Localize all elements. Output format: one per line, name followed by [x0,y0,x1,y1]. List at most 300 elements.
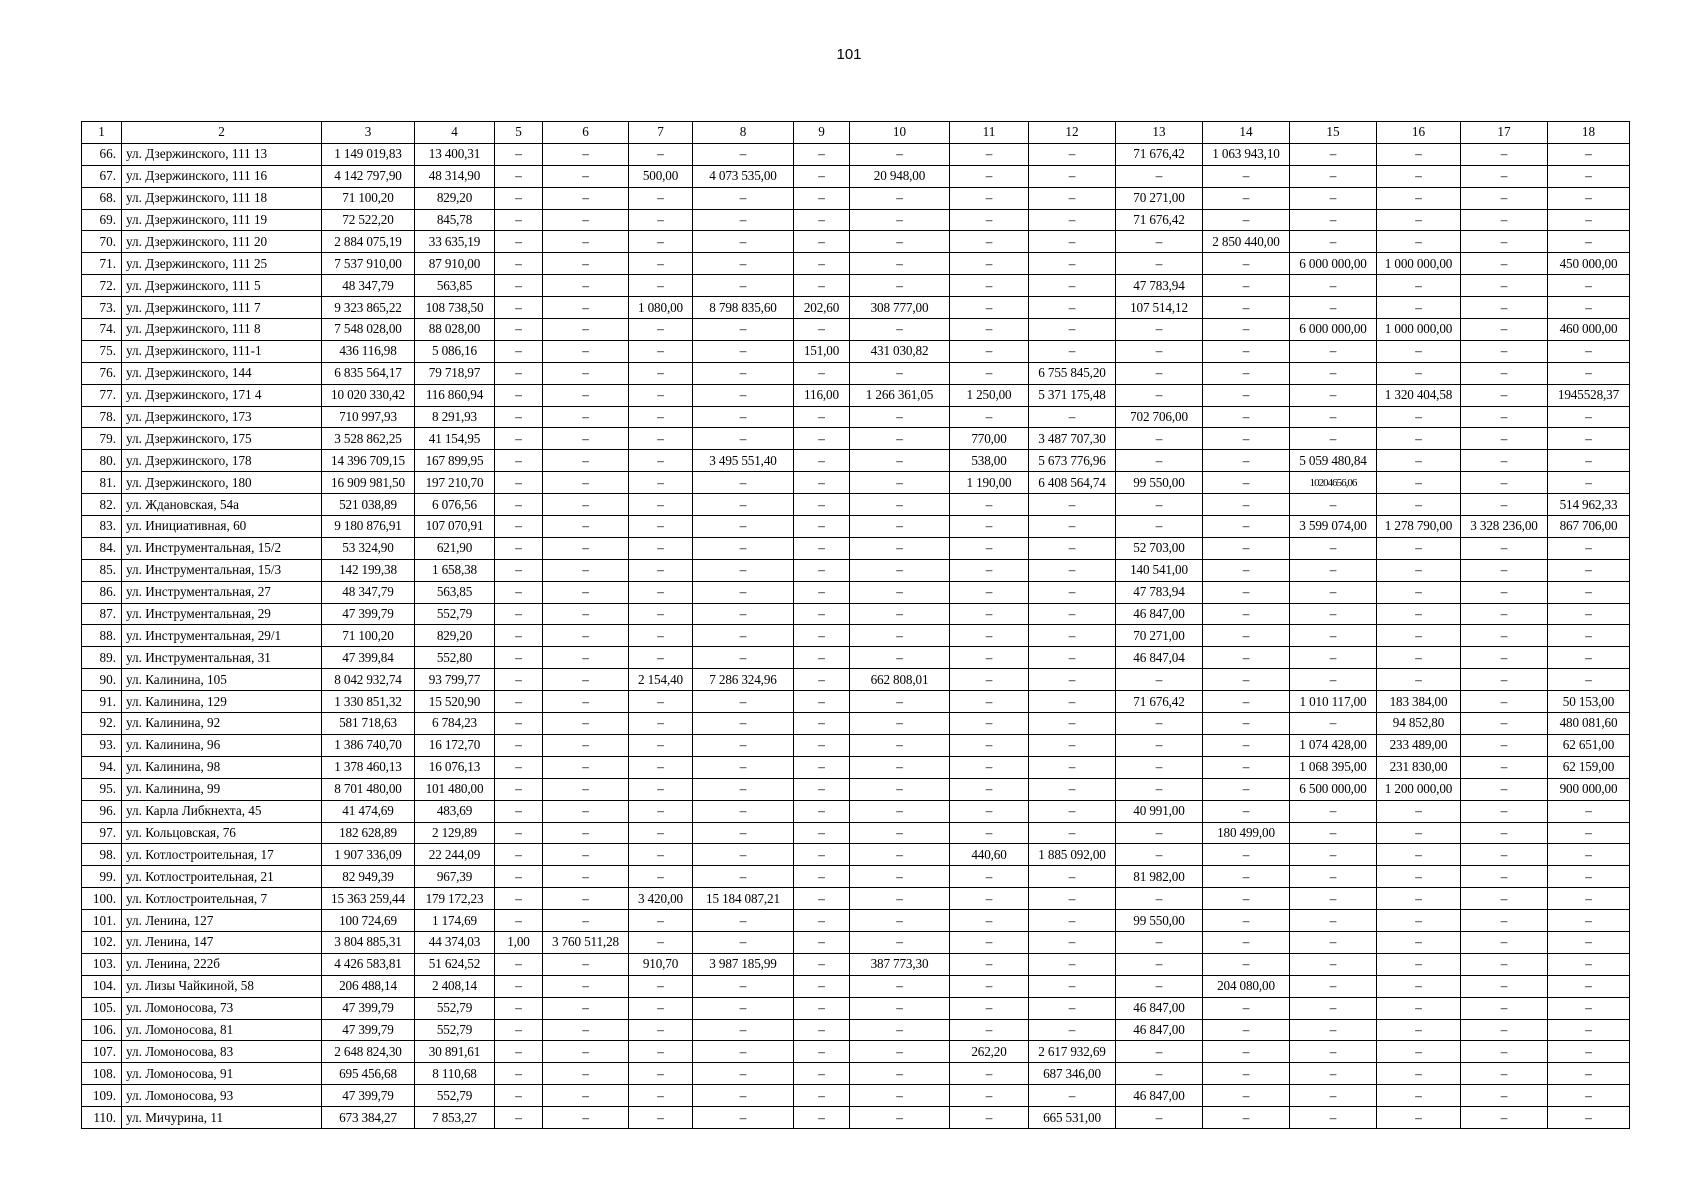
value-cell: 40 991,00 [1116,800,1203,822]
value-cell: 71 676,42 [1116,209,1203,231]
value-cell: – [495,1107,543,1129]
value-cell: 52 703,00 [1116,537,1203,559]
value-cell: – [950,647,1029,669]
value-cell: – [850,581,950,603]
value-cell: 450 000,00 [1548,253,1630,275]
value-cell: – [850,713,950,735]
value-cell: – [543,559,629,581]
value-cell: – [495,713,543,735]
value-cell: – [629,406,693,428]
value-cell: – [1290,975,1377,997]
value-cell: – [794,647,850,669]
value-cell: 100 724,69 [322,910,415,932]
value-cell: – [794,888,850,910]
value-cell: – [543,625,629,647]
value-cell: – [1377,866,1461,888]
value-cell: – [1116,844,1203,866]
address-cell: ул. Котлостроительная, 21 [122,866,322,888]
value-cell: – [1461,450,1548,472]
value-cell: – [629,734,693,756]
value-cell: – [794,1063,850,1085]
value-cell: – [950,822,1029,844]
value-cell: – [1461,1063,1548,1085]
column-header: 11 [950,122,1029,144]
value-cell: 1 200 000,00 [1377,778,1461,800]
value-cell: 4 073 535,00 [693,165,794,187]
table-row [82,209,1630,231]
page-number: 101 [836,46,862,63]
row-number: 93. [82,734,122,756]
value-cell: – [1116,384,1203,406]
value-cell: – [1290,625,1377,647]
value-cell: – [1377,231,1461,253]
value-cell: – [1116,975,1203,997]
address-cell: ул. Дзержинского, 144 [122,362,322,384]
value-cell: 71 100,20 [322,187,415,209]
value-cell: 308 777,00 [850,297,950,319]
value-cell: – [950,997,1029,1019]
value-cell: – [629,691,693,713]
value-cell: – [1290,406,1377,428]
value-cell: – [850,537,950,559]
value-cell: – [495,625,543,647]
value-cell: – [1203,713,1290,735]
column-header: 10 [850,122,950,144]
value-cell: – [495,231,543,253]
value-cell: – [693,1019,794,1041]
value-cell: – [1290,362,1377,384]
value-cell: 93 799,77 [415,669,495,691]
column-header: 5 [495,122,543,144]
value-cell: – [794,691,850,713]
table-row [82,1019,1630,1041]
value-cell: – [1203,1041,1290,1063]
value-cell: 8 042 932,74 [322,669,415,691]
value-cell: – [794,1019,850,1041]
value-cell: 867 706,00 [1548,516,1630,538]
value-cell: – [850,866,950,888]
value-cell: – [1203,1085,1290,1107]
value-cell: – [1461,603,1548,625]
value-cell: – [1461,713,1548,735]
value-cell: – [1029,231,1116,253]
value-cell: – [495,187,543,209]
value-cell: – [495,1085,543,1107]
value-cell: 107 070,91 [415,516,495,538]
value-cell: – [1203,997,1290,1019]
value-cell: 552,80 [415,647,495,669]
value-cell: – [850,143,950,165]
value-cell: 71 676,42 [1116,143,1203,165]
value-cell: – [629,1041,693,1063]
value-cell: – [629,581,693,603]
address-cell: ул. Калинина, 105 [122,669,322,691]
value-cell: – [629,384,693,406]
value-cell: – [1203,734,1290,756]
value-cell: 13 400,31 [415,143,495,165]
value-cell: – [1029,297,1116,319]
value-cell: – [1116,516,1203,538]
value-cell: – [693,975,794,997]
value-cell: – [1203,340,1290,362]
value-cell: 695 456,68 [322,1063,415,1085]
value-cell: – [495,275,543,297]
value-cell: – [1290,997,1377,1019]
value-cell: – [1461,384,1548,406]
value-cell: – [1461,822,1548,844]
value-cell: – [794,231,850,253]
value-cell: 1 068 395,00 [1290,756,1377,778]
value-cell: – [543,319,629,341]
value-cell: – [1377,297,1461,319]
value-cell: – [693,866,794,888]
value-cell: – [1461,165,1548,187]
column-header: 18 [1548,122,1630,144]
column-header: 4 [415,122,495,144]
value-cell: – [950,669,1029,691]
value-cell: – [850,516,950,538]
value-cell: – [629,647,693,669]
value-cell: 79 718,97 [415,362,495,384]
value-cell: – [1377,931,1461,953]
value-cell: – [1203,428,1290,450]
value-cell: – [495,800,543,822]
value-cell: – [1290,187,1377,209]
value-cell: – [850,187,950,209]
value-cell: 6 500 000,00 [1290,778,1377,800]
value-cell: – [1548,1019,1630,1041]
value-cell: – [543,669,629,691]
address-cell: ул. Ломоносова, 73 [122,997,322,1019]
value-cell: – [950,800,1029,822]
value-cell: – [629,822,693,844]
value-cell: 82 949,39 [322,866,415,888]
value-cell: – [1203,1063,1290,1085]
value-cell: 702 706,00 [1116,406,1203,428]
value-cell: 262,20 [950,1041,1029,1063]
value-cell: – [794,516,850,538]
value-cell: – [1290,559,1377,581]
value-cell: – [950,1085,1029,1107]
value-cell: – [794,625,850,647]
value-cell: – [794,450,850,472]
value-cell: – [1461,800,1548,822]
address-cell: ул. Дзержинского, 111 20 [122,231,322,253]
value-cell: – [1461,494,1548,516]
value-cell: – [794,1085,850,1107]
value-cell: – [1461,143,1548,165]
value-cell: – [1548,975,1630,997]
table-row [82,428,1630,450]
value-cell: – [950,494,1029,516]
table-row [82,231,1630,253]
value-cell: 3 599 074,00 [1290,516,1377,538]
value-cell: – [1029,910,1116,932]
row-number: 80. [82,450,122,472]
value-cell: – [794,559,850,581]
value-cell: – [850,450,950,472]
value-cell: 22 244,09 [415,844,495,866]
value-cell: – [1377,428,1461,450]
value-cell: – [1290,494,1377,516]
value-cell: – [1548,275,1630,297]
value-cell: – [850,253,950,275]
value-cell: – [1029,822,1116,844]
value-cell: – [495,866,543,888]
value-cell: – [629,340,693,362]
value-cell: – [1548,362,1630,384]
value-cell: – [543,713,629,735]
value-cell: 231 830,00 [1377,756,1461,778]
row-number: 106. [82,1019,122,1041]
value-cell: – [1203,647,1290,669]
value-cell: – [1548,143,1630,165]
value-cell: 48 347,79 [322,275,415,297]
value-cell: – [1377,1107,1461,1129]
value-cell: 88 028,00 [415,319,495,341]
value-cell: 662 808,01 [850,669,950,691]
value-cell: – [850,275,950,297]
value-cell: – [950,603,1029,625]
row-number: 70. [82,231,122,253]
value-cell: – [629,800,693,822]
value-cell: – [495,1041,543,1063]
table-row [82,581,1630,603]
value-cell: – [693,428,794,450]
value-cell: – [543,494,629,516]
value-cell: – [1203,559,1290,581]
value-cell: – [693,494,794,516]
table-row [82,1107,1630,1129]
value-cell: – [1029,691,1116,713]
value-cell: – [1116,165,1203,187]
value-cell: – [794,406,850,428]
address-cell: ул. Калинина, 98 [122,756,322,778]
value-cell: 6 000 000,00 [1290,253,1377,275]
value-cell: – [1461,1019,1548,1041]
value-cell: 1 063 943,10 [1203,143,1290,165]
value-cell: – [1377,1085,1461,1107]
value-cell: – [1461,362,1548,384]
value-cell: 47 399,79 [322,1085,415,1107]
value-cell: 202,60 [794,297,850,319]
value-cell: – [1029,406,1116,428]
value-cell: – [1290,428,1377,450]
value-cell: – [1116,340,1203,362]
value-cell: 5 371 175,48 [1029,384,1116,406]
value-cell: – [495,888,543,910]
value-cell: 665 531,00 [1029,1107,1116,1129]
address-cell: ул. Дзержинского, 171 4 [122,384,322,406]
value-cell: – [1203,319,1290,341]
value-cell: – [693,143,794,165]
row-number: 109. [82,1085,122,1107]
value-cell: – [794,494,850,516]
value-cell: 15 520,90 [415,691,495,713]
value-cell: – [1116,362,1203,384]
row-number: 97. [82,822,122,844]
value-cell: – [1116,450,1203,472]
value-cell: – [1203,800,1290,822]
value-cell: 108 738,50 [415,297,495,319]
row-number: 86. [82,581,122,603]
value-cell: – [1290,910,1377,932]
value-cell: 6 000 000,00 [1290,319,1377,341]
value-cell: – [495,450,543,472]
value-cell: – [543,187,629,209]
value-cell: – [495,734,543,756]
value-cell: – [794,1041,850,1063]
row-number: 67. [82,165,122,187]
value-cell: 47 399,79 [322,997,415,1019]
column-header: 13 [1116,122,1203,144]
column-header: 12 [1029,122,1116,144]
value-cell: – [1548,1063,1630,1085]
row-number: 105. [82,997,122,1019]
value-cell: – [1116,931,1203,953]
value-cell: – [543,953,629,975]
value-cell: – [1461,428,1548,450]
row-number: 69. [82,209,122,231]
value-cell: – [495,778,543,800]
value-cell: 1 190,00 [950,472,1029,494]
value-cell: – [1029,669,1116,691]
value-cell: – [693,362,794,384]
value-cell: – [850,603,950,625]
value-cell: – [1203,472,1290,494]
value-cell: – [495,756,543,778]
value-cell: – [693,1107,794,1129]
value-cell: – [950,559,1029,581]
table-row [82,647,1630,669]
address-cell: ул. Калинина, 92 [122,713,322,735]
address-cell: ул. Ломоносова, 93 [122,1085,322,1107]
value-cell: – [495,384,543,406]
value-cell: – [794,253,850,275]
value-cell: 44 374,03 [415,931,495,953]
row-number: 89. [82,647,122,669]
value-cell: – [1548,559,1630,581]
value-cell: – [1377,844,1461,866]
value-cell: – [495,822,543,844]
value-cell: – [543,472,629,494]
value-cell: 521 038,89 [322,494,415,516]
value-cell: – [1377,975,1461,997]
value-cell: 552,79 [415,603,495,625]
address-cell: ул. Дзержинского, 111 7 [122,297,322,319]
value-cell: – [950,362,1029,384]
value-cell: – [495,1019,543,1041]
value-cell: – [1203,931,1290,953]
table-row [82,822,1630,844]
value-cell: – [1548,581,1630,603]
value-cell: – [693,187,794,209]
value-cell: – [629,997,693,1019]
value-cell: 16 909 981,50 [322,472,415,494]
address-cell: ул. Дзержинского, 111 19 [122,209,322,231]
address-cell: ул. Дзержинского, 180 [122,472,322,494]
value-cell: 3 495 551,40 [693,450,794,472]
value-cell: – [1203,603,1290,625]
value-cell: – [794,319,850,341]
value-cell: – [850,362,950,384]
value-cell: – [950,734,1029,756]
row-number: 104. [82,975,122,997]
table-row [82,844,1630,866]
value-cell: – [495,165,543,187]
value-cell: – [1116,669,1203,691]
value-cell: 1 250,00 [950,384,1029,406]
value-cell: – [850,231,950,253]
value-cell: – [1029,800,1116,822]
value-cell: – [1461,472,1548,494]
value-cell: – [1377,472,1461,494]
row-number: 108. [82,1063,122,1085]
value-cell: – [1548,997,1630,1019]
row-number: 78. [82,406,122,428]
table-row [82,406,1630,428]
value-cell: – [495,910,543,932]
value-cell: – [1290,581,1377,603]
value-cell: – [1461,231,1548,253]
value-cell: 2 850 440,00 [1203,231,1290,253]
value-cell: – [693,1063,794,1085]
value-cell: – [495,975,543,997]
value-cell: – [794,822,850,844]
value-cell: – [950,406,1029,428]
value-cell: – [1377,1041,1461,1063]
address-cell: ул. Дзержинского, 111 13 [122,143,322,165]
row-number: 110. [82,1107,122,1129]
value-cell: – [950,778,1029,800]
row-number: 107. [82,1041,122,1063]
value-cell: – [1029,975,1116,997]
value-cell: – [1548,231,1630,253]
value-cell: – [794,428,850,450]
value-cell: – [1290,953,1377,975]
value-cell: – [693,209,794,231]
value-cell: – [1377,275,1461,297]
address-cell: ул. Калинина, 129 [122,691,322,713]
address-cell: ул. Ломоносова, 91 [122,1063,322,1085]
value-cell: – [1548,931,1630,953]
value-cell: 7 853,27 [415,1107,495,1129]
value-cell: – [1290,931,1377,953]
value-cell: – [950,581,1029,603]
value-cell: – [543,756,629,778]
value-cell: – [950,143,1029,165]
value-cell: – [1461,844,1548,866]
value-cell: – [1290,1085,1377,1107]
value-cell: – [1203,516,1290,538]
value-cell: 1 907 336,09 [322,844,415,866]
value-cell: 1 000 000,00 [1377,253,1461,275]
value-cell: – [693,319,794,341]
value-cell: – [1377,362,1461,384]
value-cell: 387 773,30 [850,953,950,975]
address-cell: ул. Дзержинского, 111-1 [122,340,322,362]
value-cell: – [1377,953,1461,975]
value-cell: – [543,297,629,319]
value-cell: 183 384,00 [1377,691,1461,713]
value-cell: – [1290,384,1377,406]
value-cell: – [543,1063,629,1085]
value-cell: – [1116,428,1203,450]
value-cell: – [693,625,794,647]
column-header: 3 [322,122,415,144]
value-cell: 1 010 117,00 [1290,691,1377,713]
value-cell: 151,00 [794,340,850,362]
